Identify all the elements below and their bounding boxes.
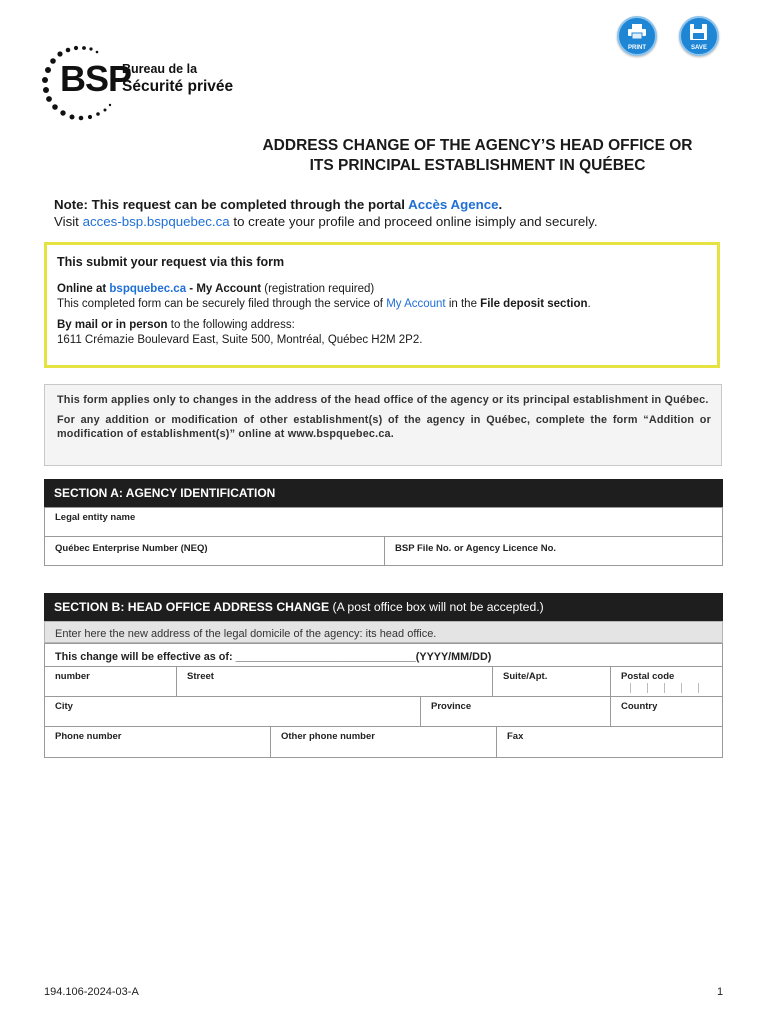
suite-field[interactable] <box>492 666 611 697</box>
section-b-instruction: Enter here the new address of the legal domicile of the agency: its head office. <box>44 621 723 643</box>
filed-text: This completed form can be securely filed through the service of <box>57 298 387 310</box>
neq-field[interactable] <box>44 536 385 566</box>
fax-label: Fax <box>507 731 524 742</box>
bsp-file-no-label: BSP File No. or Agency Licence No. <box>395 543 557 554</box>
number-label: number <box>55 671 90 682</box>
filed-end: . <box>587 298 591 310</box>
applicability-info-box <box>44 384 722 466</box>
province-label: Province <box>431 701 472 712</box>
section-b-title: SECTION B: HEAD OFFICE ADDRESS CHANGE <box>54 600 330 614</box>
filed-mid: in the <box>445 298 481 310</box>
suite-label: Suite/Apt. <box>503 671 548 682</box>
effective-date-label: This change will be effective as of: <box>55 651 236 663</box>
online-prefix: Online at <box>57 283 110 295</box>
country-label: Country <box>621 701 658 712</box>
effective-date-input[interactable]: ______________________________ <box>235 651 416 663</box>
province-field[interactable] <box>420 696 611 727</box>
acces-bsp-link[interactable]: acces-bsp.bspquebec.ca <box>82 214 230 229</box>
other-phone-field[interactable] <box>270 726 497 758</box>
printer-icon <box>628 24 646 40</box>
visit-text: Visit <box>54 214 83 229</box>
street-label: Street <box>187 671 214 682</box>
title-line1: ADDRESS CHANGE OF THE AGENCY’S HEAD OFFICE OR <box>262 137 693 154</box>
section-a-heading: SECTION A: AGENCY IDENTIFICATION <box>44 479 723 507</box>
street-field[interactable] <box>176 666 493 697</box>
phone-label: Phone number <box>55 731 122 742</box>
bsp-logo <box>38 44 248 124</box>
mail-label: By mail or in person <box>57 319 168 331</box>
bspquebec-link[interactable]: bspquebec.ca <box>109 283 187 295</box>
note-text: Note: This request can be completed through the portal <box>54 197 409 212</box>
save-button[interactable] <box>679 16 719 56</box>
my-account-link[interactable]: My Account <box>386 298 446 310</box>
mailing-address: 1611 Crémazie Boulevard East, Suite 500, Montréal, Québec H2M 2P2. <box>57 334 423 346</box>
logo-acronym: BSP <box>60 58 132 99</box>
fax-field[interactable] <box>496 726 723 758</box>
floppy-disk-icon <box>690 24 708 40</box>
neq-label: Québec Enterprise Number (NEQ) <box>55 543 208 554</box>
acces-agence-link[interactable]: Accès Agence <box>408 197 499 212</box>
visit-rest: to create your profile and proceed online isimply and securely. <box>229 214 598 229</box>
legal-name-field[interactable] <box>44 507 723 537</box>
postal-code-label: Postal code <box>621 671 675 682</box>
portal-note <box>54 196 744 230</box>
logo-line1: Bureau de la <box>122 62 198 76</box>
section-b-note: (A post office box will not be accepted.) <box>329 600 544 614</box>
other-phone-label: Other phone number <box>281 731 375 742</box>
form-code: 194.106-2024-03-A <box>44 986 139 998</box>
city-label: City <box>55 701 73 712</box>
online-rest: (registration required) <box>261 283 375 295</box>
file-deposit-label: File deposit section <box>480 298 588 310</box>
section-a <box>44 479 723 566</box>
print-label: PRINT <box>628 45 646 51</box>
info-paragraph-2: For any addition or modification of other establishment(s) of the agency in Québec, complete the form “Addition or modification of establishment(s)” online at www.bspquebec.ca. <box>57 414 711 440</box>
title-line2: ITS PRINCIPAL ESTABLISHMENT IN QUÉBEC <box>309 157 646 174</box>
note-suffix: . <box>498 197 503 212</box>
page-title <box>200 136 755 176</box>
bsp-file-no-field[interactable] <box>384 536 723 566</box>
effective-date-row <box>44 643 723 667</box>
save-label: SAVE <box>691 45 707 51</box>
section-b <box>44 593 723 763</box>
section-b-heading <box>44 593 723 621</box>
city-field[interactable] <box>44 696 421 727</box>
page-number: 1 <box>717 986 724 998</box>
civic-number-field[interactable] <box>44 666 177 697</box>
logo-line2: Sécurité privée <box>122 78 234 95</box>
effective-date-format: (YYYY/MM/DD) <box>415 651 492 663</box>
country-field[interactable] <box>610 696 723 727</box>
legal-name-label: Legal entity name <box>55 512 136 523</box>
print-button[interactable] <box>617 16 657 56</box>
mail-rest: to the following address: <box>167 319 295 331</box>
submit-heading: This submit your request via this form <box>57 255 285 269</box>
submit-instructions-box <box>44 242 720 368</box>
postal-code-field[interactable] <box>610 666 723 697</box>
info-paragraph-1: This form applies only to changes in the address of the head office of the agency or its principal establishment in Québec. <box>57 394 709 406</box>
my-account-label: - My Account <box>186 283 262 295</box>
phone-field[interactable] <box>44 726 271 758</box>
